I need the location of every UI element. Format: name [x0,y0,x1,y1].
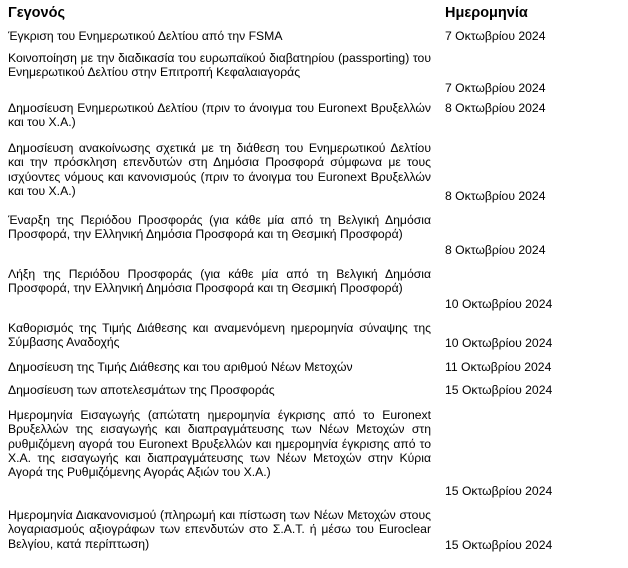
timetable-row [0,408,628,498]
event-text: Δημοσίευση Ενημερωτικού Δελτίου (πριν το άνοιγμα του Euronext Βρυξελλών και του Χ.Α.) [8,101,431,130]
column-header-date: Ημερομηνία [445,5,528,21]
event-date: 8 Οκτωβρίου 2024 [445,101,546,115]
event-date: 15 Οκτωβρίου 2024 [445,484,553,498]
event-date: 15 Οκτωβρίου 2024 [445,383,553,397]
event-date: 10 Οκτωβρίου 2024 [445,336,553,350]
timetable-row [0,508,628,551]
timetable-row [0,141,628,203]
timetable-row [0,101,628,130]
event-text: Κοινοποίηση με την διαδικασία του ευρωπαϊκού διαβατηρίου (passporting) του Ενημερωτικού Δελτίου στην Επιτροπή Κεφαλαιαγοράς [8,51,431,80]
event-text: Καθορισμός της Τιμής Διάθεσης και αναμενόμενη ημερομηνία σύναψης της Σύμβασης Αναδοχής [8,321,431,350]
timetable-row [0,321,628,350]
event-date: 8 Οκτωβρίου 2024 [445,243,546,257]
event-text: Ημερομηνία Διακανονισμού (πληρωμή και πίστωση των Νέων Μετοχών στους λογαριασμούς αξιογράφων των επενδυτών στο Σ.Α.Τ. ή μέσω του Euroclear Βελγίου, κατά περίπτωση) [8,508,431,551]
event-date: 15 Οκτωβρίου 2024 [445,538,553,552]
event-date: 7 Οκτωβρίου 2024 [445,81,546,95]
event-text: Έναρξη της Περιόδου Προσφοράς (για κάθε μία από τη Βελγική Δημόσια Προσφορά, την Ελληνική Δημόσια Προσφορά και τη Θεσμική Προσφορά) [8,213,431,242]
timetable-row [0,267,628,310]
event-text: Δημοσίευση ανακοίνωσης σχετικά με τη διάθεση του Ενημερωτικού Δελτίου και την πρόσκληση επενδυτών στη Δημόσια Προσφορά σύμφωνα με τους ισχύοντες νόμους και κανονισμούς (πριν το άνοιγμα του Euronext Βρυξελλών και του Χ.Α.) [8,141,431,198]
event-date: 11 Οκτωβρίου 2024 [445,360,552,374]
event-text: Ημερομηνία Εισαγωγής (απώτατη ημερομηνία έγκρισης από το Euronext Βρυξελλών της εισαγωγής και διαπραγμάτευσης των Νέων Μετοχών στη ρυθμιζόμενη αγορά του Euronext Βρυξελλών και ημερομηνία έγκρισης από το Χ.Α. της εισαγωγής και διαπραγμάτευσης των Νέων Μετοχών στην Κύρια Αγορά της Ρυθμιζόμενης Αγοράς Αξιών του Χ.Α.) [8,408,431,480]
event-text: Δημοσίευση των αποτελεσμάτων της Προσφοράς [8,383,275,397]
event-date: 7 Οκτωβρίου 2024 [445,29,546,43]
event-text: Έγκριση του Ενημερωτικού Δελτίου από την FSMA [8,29,283,43]
column-header-event: Γεγονός [8,5,65,21]
event-date: 8 Οκτωβρίου 2024 [445,189,546,203]
timetable-row [0,360,628,374]
event-date: 10 Οκτωβρίου 2024 [445,297,553,311]
event-text: Λήξη της Περιόδου Προσφοράς (για κάθε μία από τη Βελγική Δημόσια Προσφορά, την Ελληνική Δημόσια Προσφορά και τη Θεσμική Προσφορά) [8,267,431,296]
timetable-row [0,213,628,256]
timetable-row [0,29,628,43]
event-text: Δημοσίευση της Τιμής Διάθεσης και του αριθμού Νέων Μετοχών [8,360,353,374]
timetable-row [0,383,628,397]
timetable-row [0,51,628,94]
